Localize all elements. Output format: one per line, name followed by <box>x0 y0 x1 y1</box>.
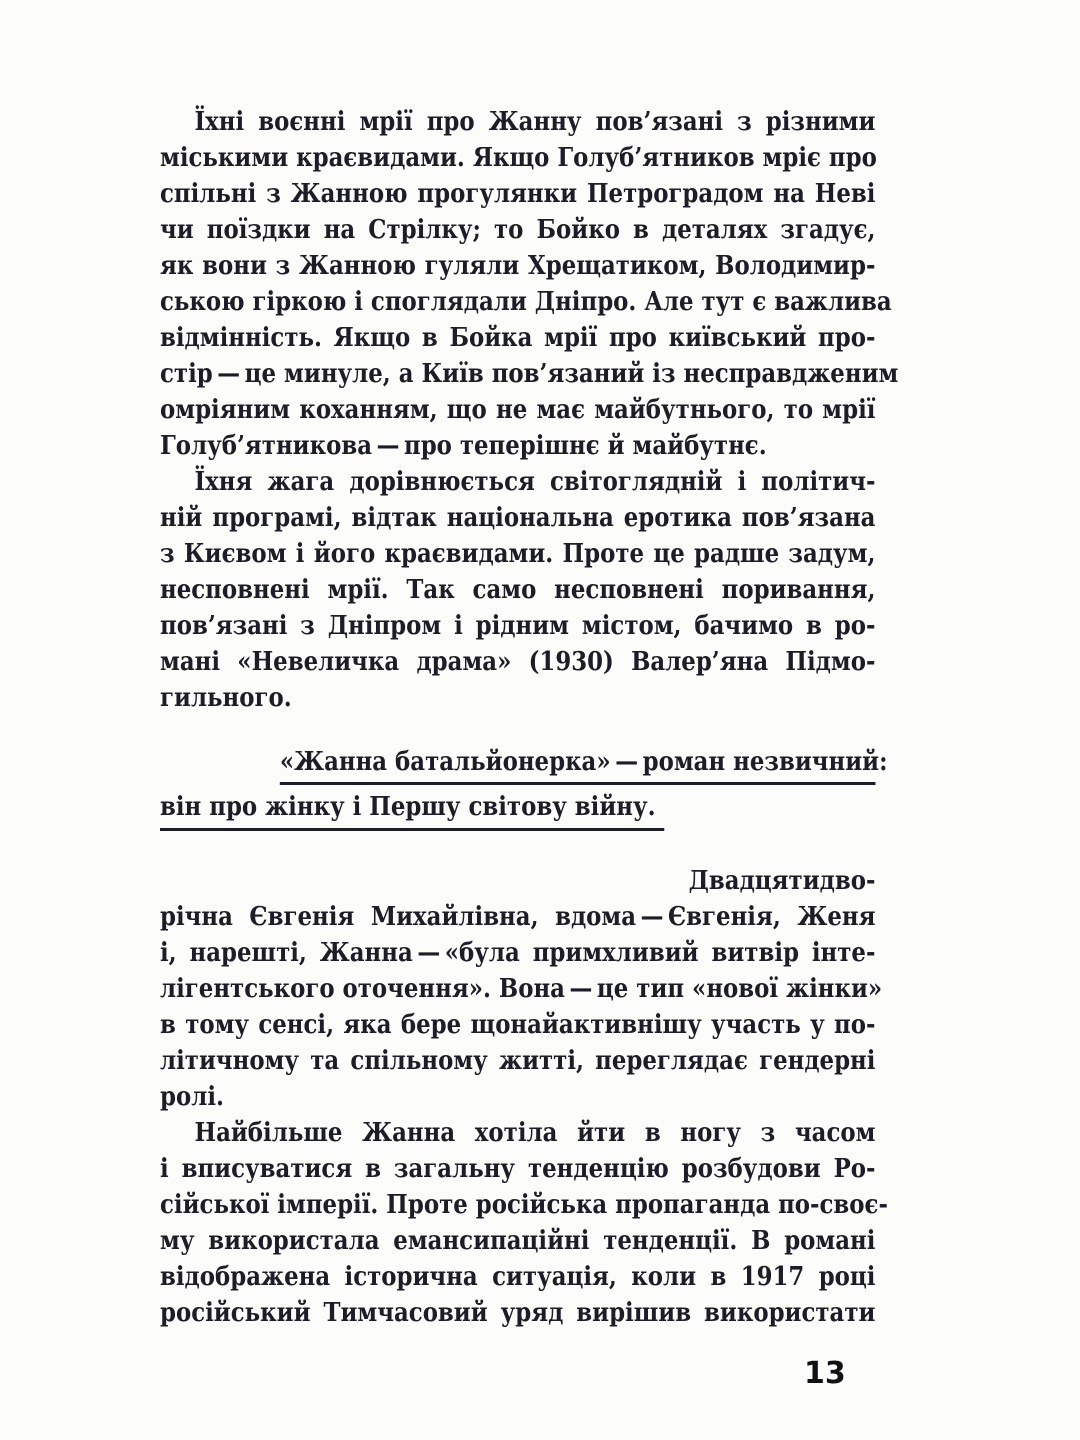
paragraph-4 <box>160 1115 888 1331</box>
text-line: в тому сенсі, яка бере щонайактивнішу участь у по- <box>160 1009 876 1040</box>
text-line: ською гіркою і споглядали Дніпро. Але тут є важлива <box>160 286 892 317</box>
quote-line: «Жанна батальйонерка» — роман незвичний: <box>280 742 876 785</box>
paragraph-2 <box>160 464 875 716</box>
text-line: несповнені мрії. Так само несповнені поривання, <box>160 574 876 605</box>
text-line: Їхні воєнні мрії про Жанну пов’язані з різними <box>194 106 876 137</box>
text-line: і вписуватися в загальну тенденцію розбудови Ро- <box>160 1153 876 1184</box>
text-line: і, нарешті, Жанна — «була примхливий витвір інте- <box>160 937 876 968</box>
text-line: як вони з Жанною гуляли Хрещатиком, Володимир- <box>160 250 876 281</box>
text-line: спільні з Жанною прогулянки Петроградом на Неві <box>160 178 876 209</box>
text-line: пов’язані з Дніпром і рідним містом, бачимо в ро- <box>160 610 876 641</box>
text-line: російський Тимчасовий уряд вирішив використати <box>160 1297 876 1328</box>
text-line: Їхня жага дорівнюється світоглядній і політич- <box>194 466 876 497</box>
text-line: Найбільше Жанна хотіла йти в ногу з часом <box>194 1117 876 1148</box>
text-line: відмінність. Якщо в Бойка мрії про київський про- <box>160 322 876 353</box>
text-line: омріяним коханням, що не має майбутнього, то мрії <box>160 394 876 425</box>
text-line: ролі. <box>160 1081 224 1112</box>
text-line: чи поїздки на Стрілку; то Бойко в деталях згадує, <box>160 214 876 245</box>
text-line: лігентського оточення». Вона — це тип «нової жінки» <box>160 973 883 1004</box>
text-column <box>160 0 899 1331</box>
quote-line-text: він про жінку і Першу світову війну. <box>160 787 664 831</box>
text-line: му використала емансипаційні тенденції. В романі <box>160 1225 876 1256</box>
text-line: Голуб’ятникова — про теперішнє й майбутнє. <box>160 430 767 461</box>
paragraph-3 <box>160 863 883 1115</box>
text-line: ній програмі, відтак національна еротика пов’язана <box>160 502 876 533</box>
text-line: сійської імперії. Проте російська пропаганда по-своє- <box>160 1189 888 1220</box>
text-line: гильного. <box>160 682 292 713</box>
underlined-quote <box>160 742 888 831</box>
page-number: 13 <box>804 1356 846 1391</box>
text-line: відображена історична ситуація, коли в 1917 році <box>160 1261 876 1292</box>
text-line: мані «Невеличка драма» (1930) Валер’яна Підмо- <box>160 646 876 677</box>
text-line: річна Євгенія Михайлівна, вдома — Євгенія, Женя <box>160 901 876 932</box>
text-line: Двадцятидво- <box>688 865 876 896</box>
text-line: літичному та спільному житті, переглядає гендерні <box>160 1045 876 1076</box>
text-line: з Києвом і його краєвидами. Проте це радше задум, <box>160 538 876 569</box>
text-line: міськими краєвидами. Якщо Голуб’ятников мріє про <box>160 142 877 173</box>
paragraph-1 <box>160 104 899 464</box>
quote-line <box>160 787 875 831</box>
text-line: стір — це минуле, а Київ пов’язаний із несправдженим <box>160 358 899 389</box>
